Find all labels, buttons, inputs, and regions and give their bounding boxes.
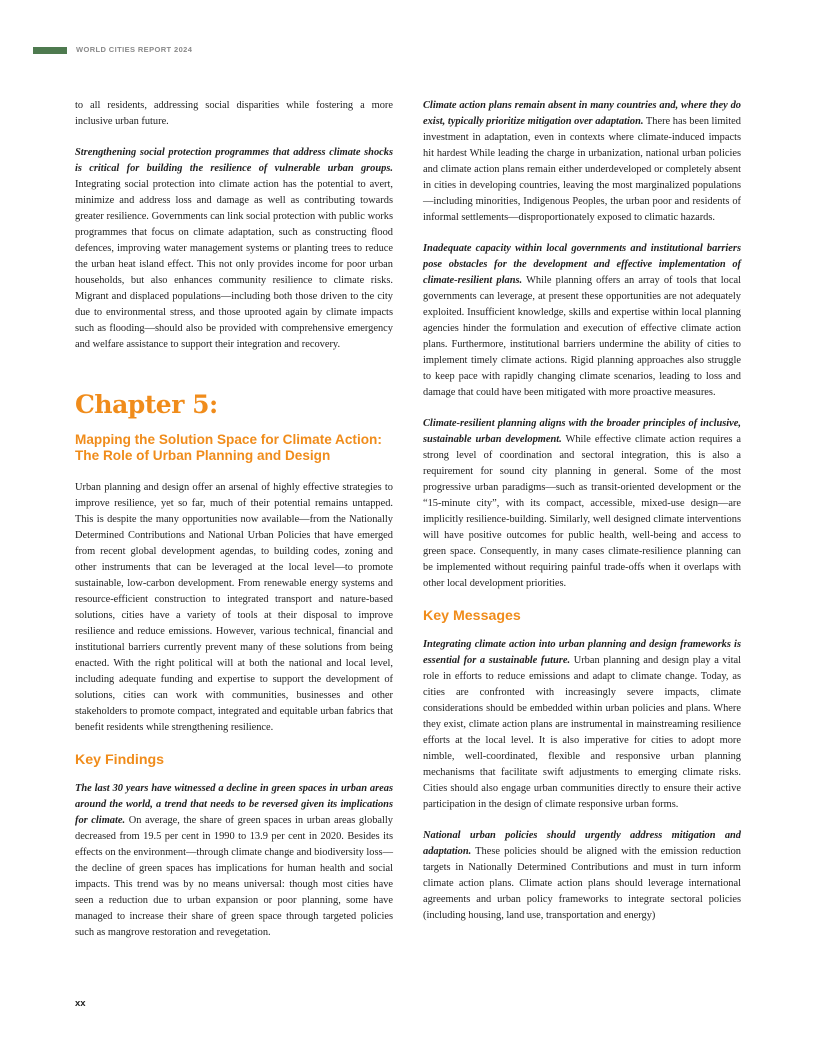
paragraph-body: These policies should be aligned with the emission reduction targets in Nationally Determined Contributions and must in turn inform climate action plans. Climate action plans should leverage international agreements and urban policy frameworks to integrate sectoral policies (including housing, land use, transportation and energy) bbox=[423, 846, 741, 921]
left-column bbox=[75, 98, 393, 956]
report-title: WORLD CITIES REPORT 2024 bbox=[76, 45, 193, 54]
page-number: xx bbox=[75, 998, 86, 1009]
paragraph-continuation: to all residents, addressing social disparities while fostering a more inclusive urban future. bbox=[75, 100, 393, 127]
lead-sentence: Climate action plans remain absent in many countries and, where they do exist, typically prioritize mitigation over adaptation. bbox=[423, 100, 741, 127]
lead-sentence: National urban policies should urgently address mitigation and adaptation. bbox=[423, 830, 741, 857]
paragraph-body: While effective climate action requires a strong level of coordination and sectoral integration, this is also a requirement for sound city planning in general. Some of the most progressive urban paradigms—such as transit-oriented development or the “15-minute city”, with its compact, accessible, mixed-use design—are implicitly resilience-building. Similarly, well designed climate interventions will have positive outcomes for public health, well-being and access to green space. Consequently, in many cases climate-resilience planning can be implemented without requiring painful trade-offs when it overlaps with other local development priorities. bbox=[423, 434, 741, 589]
right-column bbox=[423, 98, 741, 939]
paragraph-body: There has been limited investment in adaptation, even in contexts where climate-induced impacts hit hardest While leading the charge in urbanization, national urban policies and climate action plans remain either underdeveloped or completely absent in cities in developing countries, leaving the most marginalized populations—including minorities, Indigenous Peoples, the urban poor and residents of informal settlements—disproportionately exposed to climatic hazards. bbox=[423, 116, 741, 223]
lead-sentence: Climate-resilient planning aligns with the broader principles of inclusive, sustainable urban development. bbox=[423, 418, 741, 445]
lead-sentence: Integrating climate action into urban planning and design frameworks is essential for a sustainable future. bbox=[423, 639, 741, 666]
paragraph-social-protection bbox=[75, 145, 393, 353]
chapter-subtitle: Mapping the Solution Space for Climate Action: The Role of Urban Planning and Design bbox=[75, 432, 382, 463]
paragraph-integrating-climate-action bbox=[423, 637, 741, 813]
paragraph-local-capacity bbox=[423, 241, 741, 401]
paragraph-body: On average, the share of green spaces in urban areas globally decreased from 19.5 per cent in 1990 to 13.9 per cent in 2020. Besides its effects on the environment—through climate change and biodiversity loss—the decline of green spaces has implications for human health and social impacts. This trend was by no means universal: though most cities have seen a reduction due to urban expansion or poor planning, some have managed to increase their share of green space through targeted policies such as mangrove restoration and revegetation. bbox=[75, 815, 393, 938]
lead-sentence: The last 30 years have witnessed a decline in green spaces in urban areas around the world, a trend that needs to be reversed given its implications for climate. bbox=[75, 783, 393, 826]
section-heading-key-messages: Key Messages bbox=[423, 608, 521, 624]
header-accent-bar bbox=[33, 47, 67, 54]
section-heading-key-findings: Key Findings bbox=[75, 752, 165, 768]
paragraph-body: While planning offers an array of tools that local governments can leverage, at present these opportunities are not adequately exploited. Insufficient knowledge, skills and expertise within local planning agencies hinder the formulation and execution of effective climate action plans. Furthermore, institutional barriers undermine the ability of cities to implement timely climate actions. Rigid planning approaches also struggle to keep pace with rapidly changing climate scenarios, leading to loss and damage that could have been mitigated with more proactive measures. bbox=[423, 275, 741, 398]
paragraph-chapter-intro: Urban planning and design offer an arsenal of highly effective strategies to improve resilience, yet so far, much of their potential remains untapped. This is despite the many opportunities now available—from the Nationally Determined Contributions and National Urban Policies that have emerged from recent global development agendas, to building codes, zoning and other instruments that can be leveraged at the local level—to promote sustainable, low-carbon development. From renewable energy systems and resource-efficient construction to integrated transport and nature-based solutions, cities have a variety of tools at their disposal to improve resilience and reduce emissions. However, various technical, financial and institutional barriers currently prevent many of these solutions from being enacted. With the right political will at both the national and local level, including adequate funding and expertise to support the development of solutions, cities can work with communities, businesses and other stakeholders to promote compact, integrated and equitable urban fabrics that benefit residents while strengthening resilience. bbox=[75, 482, 393, 733]
lead-sentence: Inadequate capacity within local governments and institutional barriers pose obstacles for the development and effective implementation of climate-resilient plans. bbox=[423, 243, 741, 286]
paragraph-green-spaces bbox=[75, 781, 393, 941]
paragraph-body: Integrating social protection into climate action has the potential to avert, minimize and address loss and damage as well as contributing towards greater resilience. Governments can link social protection with public works programmes that focus on climate adaptation, such as constructing flood defences, improving water management systems or planting trees to reduce the urban heat island effect. This not only provides income for poor urban households, but also enhances community resilience to climate risks. Migrant and displaced populations—including both those driven to the city due to environmental stress, and those uprooted again by climate impacts such as flooding—should also be provided with comprehensive emergency and welfare assistance to support their integration and recovery. bbox=[75, 179, 393, 350]
paragraph-body: Urban planning and design play a vital role in efforts to reduce emissions and adapt to climate change. Today, as cities are confronted with increasingly severe impacts, climate considerations should be embedded within urban policies and plans. Where they exist, climate action plans are instrumental in mainstreaming resilience efforts at the local level. It is also imperative for cities to adopt more nimble, well-coordinated, flexible and responsive urban planning mechanisms that facilitate swift adjustments to emerging climate risks. Cities should also engage urban communities directly to ensure their active participation in the design of climate responsive urban forms. bbox=[423, 655, 741, 810]
lead-sentence: Strengthening social protection programmes that address climate shocks is critical for building the resilience of vulnerable urban groups. bbox=[75, 147, 393, 174]
paragraph-national-urban-policies bbox=[423, 828, 741, 924]
chapter-title: Chapter 5: bbox=[75, 390, 218, 419]
paragraph-climate-action-plans bbox=[423, 98, 741, 226]
paragraph-resilient-planning bbox=[423, 416, 741, 592]
